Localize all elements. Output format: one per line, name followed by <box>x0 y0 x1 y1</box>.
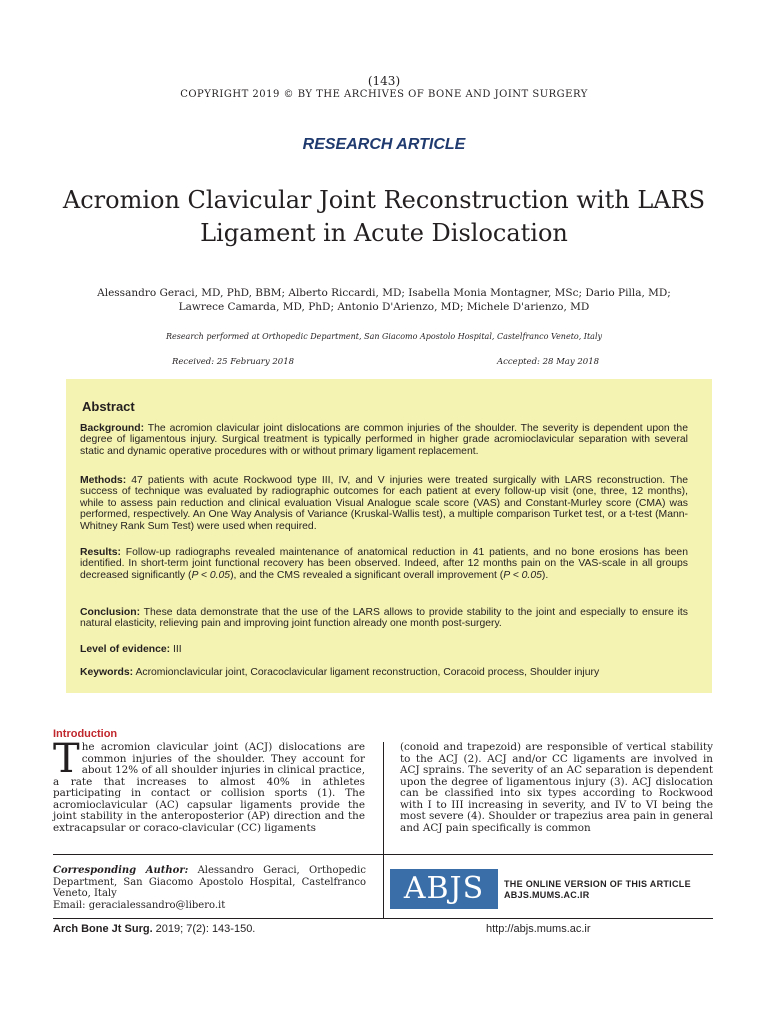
keywords-text: Acromionclavicular joint, Coracoclavicular ligament reconstruction, Coracoid process, Shoulder injury <box>133 667 600 678</box>
citation-details: 2019; 7(2): 143-150. <box>152 923 256 935</box>
methods-label: Methods: <box>80 475 127 486</box>
drop-cap: T <box>53 736 80 782</box>
journal-citation <box>53 923 255 935</box>
results-p-value-1: P < 0.05 <box>191 569 231 581</box>
online-version-line-1: THE ONLINE VERSION OF THIS ARTICLE <box>504 879 691 889</box>
abstract-methods <box>80 475 688 532</box>
online-version-url[interactable]: ABJS.MUMS.AC.IR <box>504 890 590 900</box>
journal-url[interactable]: http://abjs.mums.ac.ir <box>486 923 591 935</box>
copyright-line: COPYRIGHT 2019 © BY THE ARCHIVES OF BONE AND JOINT SURGERY <box>180 89 588 100</box>
affiliation: Research performed at Orthopedic Department, San Giacomo Apostolo Hospital, Castelfranco Veneto, Italy <box>165 332 603 341</box>
background-text: The acromion clavicular joint dislocations are common injuries of the shoulder. The severity is dependent upon the degree of ligamentous injury. Surgical treatment is typically performed in higher grade acromioclavicular separation with several static and dynamic operative procedures with or without primary ligament replacement. <box>80 423 688 457</box>
title-line-1: Acromion Clavicular Joint Reconstruction with LARS <box>62 186 706 214</box>
conclusion-label: Conclusion: <box>80 607 141 618</box>
results-text-2: ), and the CMS revealed a significant overall improvement ( <box>230 569 504 581</box>
author-list <box>60 286 708 314</box>
abstract-keywords <box>80 667 688 678</box>
level-text: III <box>170 644 182 655</box>
article-title <box>40 184 728 250</box>
authors-line-2: Lawrece Camarda, MD, PhD; Antonio D'Arienzo, MD; Michele D'arienzo, MD <box>178 301 590 313</box>
abstract-background <box>80 423 688 457</box>
corresponding-text: Alessandro Geraci, Orthopedic Department, San Giacomo Apostolo Hospital, Castelfranco Veneto, Italy <box>53 865 366 899</box>
abstract-heading: Abstract <box>82 399 135 414</box>
introduction-heading: Introduction <box>53 728 118 740</box>
authors-line-1: Alessandro Geraci, MD, PhD, BBM; Alberto Riccardi, MD; Isabella Monia Montagner, MSc; Dario Pilla, MD; <box>97 287 671 299</box>
abstract-box <box>66 379 712 693</box>
article-type: RESEARCH ARTICLE <box>302 136 466 153</box>
abstract-level <box>80 644 688 655</box>
corresponding-author <box>53 865 366 911</box>
online-version-note <box>504 879 691 901</box>
corresponding-email[interactable]: Email: geracialessandro@libero.it <box>53 899 226 911</box>
introduction-left-column <box>53 736 365 834</box>
level-label: Level of evidence: <box>80 644 171 655</box>
results-text-3: ). <box>541 569 549 581</box>
corresponding-label: Corresponding Author: <box>53 865 189 876</box>
column-divider <box>383 742 384 918</box>
page-number: (143) <box>367 74 401 88</box>
introduction-left-text: he acromion clavicular joint (ACJ) dislocations are common injuries of the shoulder. They account for about 12% of all shoulder injuries in clinical practice, a rate that increases to almost 40% in athletes participating in contact or collision sports (1). The acromioclavicular (AC) capsular ligaments provide the joint stability in the anteroposterior (AP) direction and the extracapsular or coraco-clavicular (CC) ligaments <box>53 741 365 834</box>
abstract-results <box>80 547 688 581</box>
accepted-date: Accepted: 28 May 2018 <box>497 357 600 367</box>
results-text-1: Follow-up radiographs revealed maintenance of anatomical reduction in 41 patients, and no bone erosions has been identified. In short-term joint functional recovery has been observed. Indeed, after 12 months pain on the VAS-scale in all groups decreased significantly ( <box>80 547 688 581</box>
footer-top-rule <box>53 854 713 855</box>
results-label: Results: <box>80 547 121 558</box>
background-label: Background: <box>80 423 145 434</box>
received-date: Received: 25 February 2018 <box>172 357 295 367</box>
results-p-value-2: P < 0.05 <box>503 569 542 581</box>
introduction-right-column <box>400 742 713 834</box>
conclusion-text: These data demonstrate that the use of the LARS allows to provide stability to the joint and especially to ensure its natural elasticity, relieving pain and improving joint function already one month post-surgery. <box>80 607 688 630</box>
title-line-2: Ligament in Acute Dislocation <box>200 219 568 247</box>
abstract-conclusion <box>80 607 688 630</box>
journal-name: Arch Bone Jt Surg. <box>53 923 153 935</box>
methods-text: 47 patients with acute Rockwood type III, IV, and V injuries were treated surgically with LARS reconstruction. The success of technique was evaluated by radiographic outcomes for each patient at every follow-up visit (one, three, 12 months), while to assess pain reduction and clinical evaluation Visual Analogue scale score (VAS) and Constant-Murley score (CMA) was performed, respectively. An One Way Analysis of Variance (Kruskal-Wallis test), a multiple comparison Turket test, or a t-test (Mann-Whitney Rank Sum Test) were used when required. <box>80 475 688 532</box>
footer-bottom-rule <box>53 918 713 919</box>
introduction-right-text: (conoid and trapezoid) are responsible of vertical stability to the ACJ (2). ACJ and/or CC ligaments are involved in ACJ sprains. The severity of an AC separation is dependent upon the degree of ligamentous injury (3). ACJ dislocation can be classified into six types according to Rockwood with I to III increasing in severity, and IV to VI being the most severe (4). Shoulder or trapezius area pain in general and ACJ pain specifically is common <box>400 741 713 834</box>
keywords-label: Keywords: <box>80 667 134 678</box>
abjs-logo: ABJS <box>390 869 498 909</box>
